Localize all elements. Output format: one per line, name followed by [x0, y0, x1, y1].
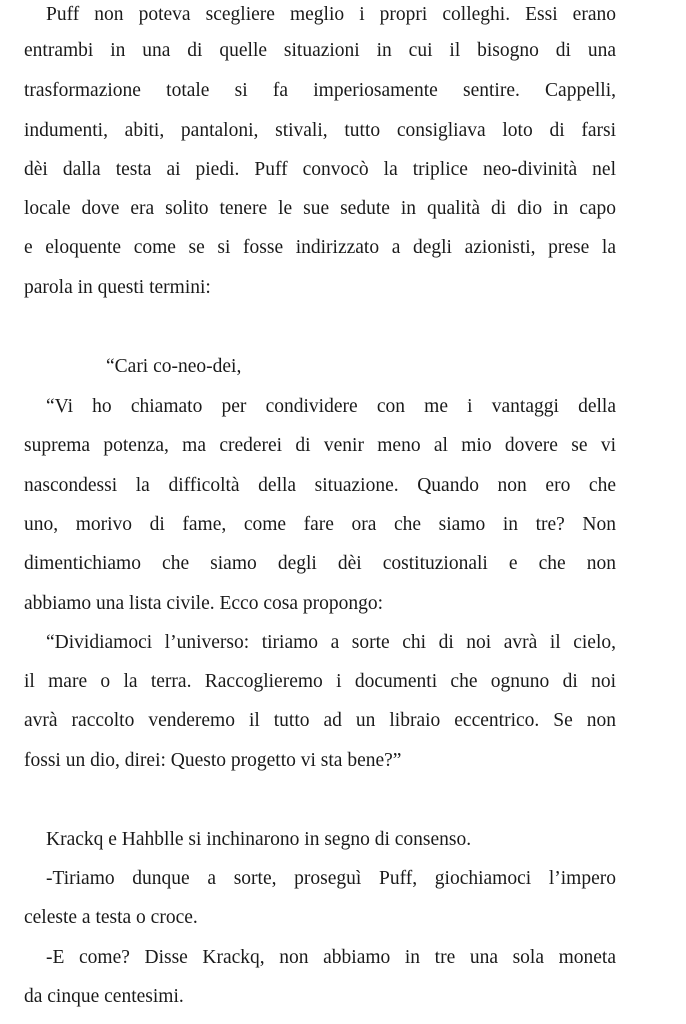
- text-line: Puff non poteva scegliere meglio i propri colleghi. Essi erano: [46, 4, 616, 25]
- text-line: “Cari co-neo-dei,: [106, 356, 242, 377]
- text-line: avrà raccolto venderemo il tutto ad un libraio eccentrico. Se non: [24, 710, 616, 731]
- text-line: e eloquente come se si fosse indirizzato a degli azionisti, prese la: [24, 237, 616, 258]
- text-line: “Vi ho chiamato per condividere con me i vantaggi della: [46, 396, 616, 417]
- text-line: -E come? Disse Krackq, non abbiamo in tre una sola moneta: [46, 947, 616, 968]
- text-line: entrambi in una di quelle situazioni in cui il bisogno di una: [24, 40, 616, 61]
- text-line: da cinque centesimi.: [24, 986, 184, 1007]
- text-line: fossi un dio, direi: Questo progetto vi sta bene?”: [24, 750, 402, 771]
- text-line: -Tiriamo dunque a sorte, proseguì Puff, giochiamoci l’impero: [46, 868, 616, 889]
- text-line: uno, morivo di fame, come fare ora che siamo in tre? Non: [24, 514, 616, 535]
- text-line: parola in questi termini:: [24, 277, 211, 298]
- text-line: abbiamo una lista civile. Ecco cosa propongo:: [24, 593, 384, 614]
- text-line: Krackq e Hahblle si inchinarono in segno di consenso.: [46, 829, 472, 850]
- text-line: dèi dalla testa ai piedi. Puff convocò la triplice neo-divinità nel: [24, 159, 616, 180]
- text-line: “Dividiamoci l’universo: tiriamo a sorte chi di noi avrà il cielo,: [46, 632, 616, 653]
- text-line: il mare o la terra. Raccoglieremo i documenti che ognuno di noi: [24, 671, 616, 692]
- text-line: suprema potenza, ma crederei di venir meno al mio dovere se vi: [24, 435, 616, 456]
- text-line: indumenti, abiti, pantaloni, stivali, tutto consigliava loto di farsi: [24, 120, 616, 141]
- text-line: dimentichiamo che siamo degli dèi costituzionali e che non: [24, 553, 616, 574]
- text-line: locale dove era solito tenere le sue sedute in qualità di dio in capo: [24, 198, 616, 219]
- text-line: trasformazione totale si fa imperiosamente sentire. Cappelli,: [24, 80, 616, 101]
- text-line: celeste a testa o croce.: [24, 907, 198, 928]
- text-line: nascondessi la difficoltà della situazione. Quando non ero che: [24, 475, 616, 496]
